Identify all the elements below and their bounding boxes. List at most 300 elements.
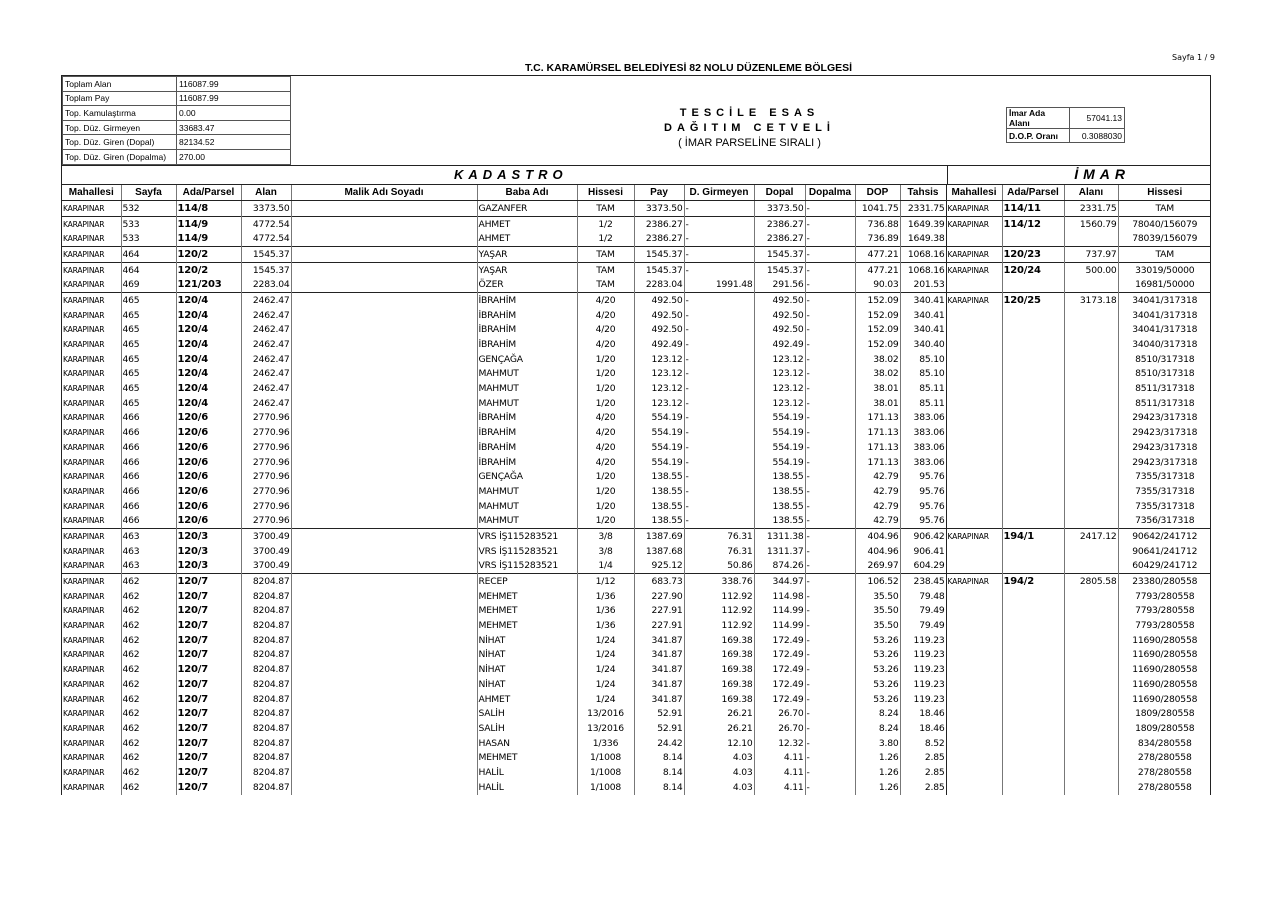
cell-mahallesi: KARAPINAR: [62, 337, 121, 352]
cell-dopalma: -: [805, 706, 855, 721]
cell-imar-ada-parsel: [1002, 308, 1064, 323]
cell-imar-mahallesi: [946, 396, 1002, 411]
cell-malik-adi-soyadi: [291, 499, 477, 514]
cell-imar-ada-parsel: [1002, 604, 1064, 619]
cell-imar-hissesi: 60429/241712: [1132, 560, 1198, 572]
cell-malik-adi-soyadi: [291, 440, 477, 455]
cell-mahallesi: KARAPINAR: [62, 411, 121, 426]
cell-tahsis: 2.85: [900, 750, 946, 765]
cell-mahallesi: KARAPINAR: [62, 293, 121, 308]
cell-dopalma: -: [805, 633, 855, 648]
cell-malik-adi-soyadi: [291, 513, 477, 528]
summary-label: Toplam Alan: [63, 77, 177, 92]
cell-dopal: 138.55: [754, 499, 805, 514]
cell-malik-adi-soyadi: [291, 396, 477, 411]
cell-d-girmeyen: -: [684, 440, 754, 455]
cell-baba-adi: YAŞAR: [477, 247, 577, 263]
table-row: [62, 750, 1211, 765]
cell-imar-ada-parsel: [1002, 484, 1064, 499]
cell-alan: 2770.96: [241, 440, 291, 455]
cell-tahsis: 604.29: [900, 559, 946, 574]
cell-d-girmeyen: 169.38: [684, 648, 754, 663]
cell-malik-adi-soyadi: [291, 692, 477, 707]
column-header-tahsis: Tahsis: [900, 185, 946, 201]
cell-imar-alani: [1064, 648, 1118, 663]
cell-pay: 123.12: [634, 396, 684, 411]
cell-d-girmeyen: -: [684, 323, 754, 338]
cell-malik-adi-soyadi: [291, 529, 477, 544]
cell-alan: 2462.47: [241, 293, 291, 308]
cell-dopalma: -: [805, 529, 855, 544]
cell-dopal: 114.98: [754, 589, 805, 604]
cell-tahsis: 2331.75: [900, 201, 946, 217]
column-header-malik-adi-soyadi: Malik Adı Soyadı: [291, 185, 477, 201]
cell-pay: 341.87: [634, 648, 684, 663]
cell-ada-parsel: 120/7: [176, 736, 241, 751]
cell-malik-adi-soyadi: [291, 574, 477, 589]
cell-tahsis: 383.06: [900, 411, 946, 426]
cell-pay: 227.91: [634, 618, 684, 633]
table-row: [62, 323, 1211, 338]
cell-dop: 42.79: [855, 484, 900, 499]
table-row: [62, 411, 1211, 426]
cell-alan: 3373.50: [241, 201, 291, 217]
cell-imar-ada-parsel: [1002, 425, 1064, 440]
cell-baba-adi: MAHMUT: [477, 396, 577, 411]
cell-malik-adi-soyadi: [291, 677, 477, 692]
cell-d-girmeyen: 1991.48: [684, 277, 754, 292]
cell-mahallesi: KARAPINAR: [62, 677, 121, 692]
summary-row: [63, 120, 291, 135]
cell-mahallesi: KARAPINAR: [62, 277, 121, 292]
cell-mahallesi: KARAPINAR: [62, 262, 121, 277]
cell-alan: 2770.96: [241, 455, 291, 470]
table-row: [62, 216, 1211, 231]
cell-alan: 3700.49: [241, 529, 291, 544]
cell-imar-alani: [1064, 633, 1118, 648]
cell-d-girmeyen: -: [684, 484, 754, 499]
cell-alan: 8204.87: [241, 589, 291, 604]
cell-imar-ada-parsel: [1002, 736, 1064, 751]
cell-dopalma: -: [805, 469, 855, 484]
cell-dopalma: -: [805, 262, 855, 277]
cell-d-girmeyen: -: [684, 513, 754, 528]
table-row: [62, 277, 1211, 292]
cell-sayfa: 462: [121, 618, 176, 633]
cell-sayfa: 462: [121, 780, 176, 795]
cell-imar-alani: [1064, 352, 1118, 367]
cell-imar-ada-parsel: [1002, 692, 1064, 707]
cell-baba-adi: SALİH: [477, 721, 577, 736]
cell-pay: 341.87: [634, 633, 684, 648]
cell-malik-adi-soyadi: [291, 381, 477, 396]
cell-imar-ada-parsel: [1002, 440, 1064, 455]
cell-baba-adi: İBRAHİM: [477, 411, 577, 426]
header-block: [62, 76, 1210, 165]
cell-imar-ada-parsel: [1002, 662, 1064, 677]
cell-malik-adi-soyadi: [291, 352, 477, 367]
cell-sayfa: 465: [121, 323, 176, 338]
cell-imar-hissesi: TAM: [1118, 247, 1211, 263]
cell-alan: 8204.87: [241, 677, 291, 692]
cell-mahallesi: KARAPINAR: [62, 455, 121, 470]
cell-baba-adi: GENÇAĞA: [477, 469, 577, 484]
cell-malik-adi-soyadi: [291, 706, 477, 721]
cell-mahallesi: KARAPINAR: [62, 308, 121, 323]
cell-imar-alani: [1064, 484, 1118, 499]
cell-imar-alani: [1064, 513, 1118, 528]
cell-malik-adi-soyadi: [291, 216, 477, 231]
cell-dopal: 2386.27: [754, 231, 805, 246]
cell-hissesi: 1/4: [577, 559, 634, 574]
cell-imar-alani: [1064, 544, 1118, 559]
cell-alan: 2770.96: [241, 469, 291, 484]
cell-sayfa: 465: [121, 396, 176, 411]
column-header-imar-ada-parsel: Ada/Parsel: [1002, 185, 1064, 201]
cell-imar-mahallesi: [946, 721, 1002, 736]
table-row: [62, 352, 1211, 367]
cell-imar-hissesi: 1809/280558: [1135, 708, 1195, 720]
cell-imar-alani: 2331.75: [1064, 201, 1118, 217]
cell-dop: 171.13: [855, 411, 900, 426]
cell-imar-mahallesi: [946, 277, 1002, 292]
cell-tahsis: 383.06: [900, 440, 946, 455]
cell-tahsis: 119.23: [900, 677, 946, 692]
cell-pay: 138.55: [634, 484, 684, 499]
cell-sayfa: 466: [121, 425, 176, 440]
cell-malik-adi-soyadi: [291, 780, 477, 795]
cell-mahallesi: KARAPINAR: [62, 589, 121, 604]
table-row: [62, 692, 1211, 707]
cell-imar-mahallesi: [946, 455, 1002, 470]
cell-imar-mahallesi: [946, 706, 1002, 721]
cell-imar-ada-parsel: [1002, 618, 1064, 633]
cell-dopal: 3373.50: [754, 201, 805, 217]
cell-pay: 683.73: [634, 574, 684, 589]
cell-d-girmeyen: -: [684, 455, 754, 470]
cell-sayfa: 466: [121, 499, 176, 514]
cell-baba-adi: AHMET: [477, 692, 577, 707]
cell-imar-ada-parsel: [1002, 765, 1064, 780]
cell-baba-adi: MEHMET: [477, 604, 577, 619]
cell-imar-alani: [1064, 396, 1118, 411]
cell-dop: 42.79: [855, 513, 900, 528]
table-row: [62, 425, 1211, 440]
cell-pay: 138.55: [634, 499, 684, 514]
cell-imar-mahallesi: [946, 440, 1002, 455]
table-row: [62, 469, 1211, 484]
summary-value: 82134.52: [177, 135, 291, 150]
cell-sayfa: 465: [121, 337, 176, 352]
cell-tahsis: 85.11: [900, 396, 946, 411]
summary-row: [63, 149, 291, 164]
cell-dopal: 138.55: [754, 469, 805, 484]
cell-dopalma: -: [805, 750, 855, 765]
cell-imar-ada-parsel: [1002, 589, 1064, 604]
cell-baba-adi: İBRAHİM: [477, 308, 577, 323]
cell-imar-hissesi: 7355/317318: [1135, 485, 1195, 497]
cell-baba-adi: HALİL: [477, 765, 577, 780]
cell-imar-ada-parsel: [1002, 231, 1064, 246]
cell-imar-ada-parsel: [1002, 780, 1064, 795]
cell-imar-mahallesi: [946, 662, 1002, 677]
cell-pay: 492.50: [634, 308, 684, 323]
cell-ada-parsel: 120/6: [176, 499, 241, 514]
cell-d-girmeyen: 112.92: [684, 618, 754, 633]
table-row: [62, 721, 1211, 736]
cell-imar-alani: [1064, 589, 1118, 604]
column-header-pay: Pay: [634, 185, 684, 201]
cell-hissesi: 13/2016: [577, 721, 634, 736]
cell-dop: 53.26: [855, 633, 900, 648]
cell-malik-adi-soyadi: [291, 750, 477, 765]
cell-ada-parsel: 120/7: [176, 677, 241, 692]
cell-imar-alani: [1064, 499, 1118, 514]
cell-sayfa: 466: [121, 484, 176, 499]
cell-d-girmeyen: -: [684, 396, 754, 411]
cell-imar-ada-parsel: [1002, 633, 1064, 648]
cell-sayfa: 463: [121, 544, 176, 559]
cell-malik-adi-soyadi: [291, 455, 477, 470]
column-header-imar-hissesi: Hissesi: [1118, 185, 1211, 201]
cell-dopal: 26.70: [754, 721, 805, 736]
cell-malik-adi-soyadi: [291, 262, 477, 277]
cell-dop: 269.97: [855, 559, 900, 574]
cell-hissesi: 1/20: [577, 469, 634, 484]
cell-baba-adi: AHMET: [477, 231, 577, 246]
cell-imar-hissesi: 278/280558: [1137, 752, 1192, 764]
cell-tahsis: 95.76: [900, 484, 946, 499]
cell-ada-parsel: 120/6: [176, 455, 241, 470]
cell-tahsis: 1068.16: [900, 247, 946, 263]
cell-imar-mahallesi: KARAPINAR: [946, 529, 1002, 544]
cell-hissesi: 1/2: [577, 216, 634, 231]
cell-imar-alani: [1064, 440, 1118, 455]
cell-imar-alani: [1064, 736, 1118, 751]
cell-baba-adi: NİHAT: [477, 648, 577, 663]
cell-pay: 123.12: [634, 352, 684, 367]
cell-tahsis: 1068.16: [900, 262, 946, 277]
cell-tahsis: 2.85: [900, 780, 946, 795]
column-header-hissesi: Hissesi: [577, 185, 634, 201]
cell-d-girmeyen: -: [684, 337, 754, 352]
cell-sayfa: 462: [121, 589, 176, 604]
cell-ada-parsel: 120/2: [176, 247, 241, 263]
cell-hissesi: TAM: [577, 277, 634, 292]
cell-dopal: 554.19: [754, 425, 805, 440]
imar-info-value: 0.3088030: [1070, 129, 1125, 143]
cell-d-girmeyen: 50.86: [684, 559, 754, 574]
cell-tahsis: 79.49: [900, 618, 946, 633]
cell-imar-mahallesi: [946, 780, 1002, 795]
cell-tahsis: 18.46: [900, 721, 946, 736]
cell-imar-alani: [1064, 765, 1118, 780]
cell-tahsis: 906.42: [900, 529, 946, 544]
cell-ada-parsel: 120/7: [176, 618, 241, 633]
cell-dopal: 123.12: [754, 352, 805, 367]
cell-mahallesi: KARAPINAR: [62, 544, 121, 559]
cell-malik-adi-soyadi: [291, 589, 477, 604]
cell-imar-mahallesi: [946, 411, 1002, 426]
cell-imar-mahallesi: [946, 337, 1002, 352]
cell-pay: 341.87: [634, 677, 684, 692]
cell-imar-hissesi: 7356/317318: [1135, 515, 1195, 527]
cell-tahsis: 238.45: [900, 574, 946, 589]
cell-hissesi: 4/20: [577, 308, 634, 323]
cell-dopal: 12.32: [754, 736, 805, 751]
cell-dop: 404.96: [855, 544, 900, 559]
cell-dop: 152.09: [855, 293, 900, 308]
cell-imar-ada-parsel: 120/23: [1002, 247, 1064, 263]
cell-hissesi: 3/8: [577, 544, 634, 559]
cell-alan: 2770.96: [241, 513, 291, 528]
cell-dopalma: -: [805, 765, 855, 780]
cell-hissesi: 1/1008: [577, 765, 634, 780]
cell-imar-hissesi: 11690/280558: [1132, 649, 1198, 661]
cell-dopalma: -: [805, 247, 855, 263]
cell-baba-adi: VRS İŞ115283521: [477, 544, 577, 559]
cell-mahallesi: KARAPINAR: [62, 216, 121, 231]
cell-malik-adi-soyadi: [291, 231, 477, 246]
cell-hissesi: 1/20: [577, 381, 634, 396]
cell-imar-ada-parsel: 114/12: [1002, 216, 1064, 231]
cell-ada-parsel: 120/7: [176, 692, 241, 707]
cell-imar-ada-parsel: [1002, 721, 1064, 736]
cell-imar-alani: 737.97: [1064, 247, 1118, 263]
cell-d-girmeyen: -: [684, 469, 754, 484]
cell-alan: 8204.87: [241, 736, 291, 751]
cell-d-girmeyen: -: [684, 352, 754, 367]
cell-dopalma: -: [805, 367, 855, 382]
cell-pay: 554.19: [634, 425, 684, 440]
cell-imar-ada-parsel: [1002, 352, 1064, 367]
cell-dopal: 492.50: [754, 323, 805, 338]
section-kadastro: KADASTRO: [62, 166, 948, 184]
imar-info-table: [1006, 107, 1125, 143]
table-row: [62, 381, 1211, 396]
cell-baba-adi: İBRAHİM: [477, 323, 577, 338]
cell-imar-alani: 2805.58: [1064, 574, 1118, 589]
cell-tahsis: 340.41: [900, 293, 946, 308]
cell-alan: 2283.04: [241, 277, 291, 292]
cell-malik-adi-soyadi: [291, 323, 477, 338]
cell-malik-adi-soyadi: [291, 247, 477, 263]
cell-alan: 8204.87: [241, 750, 291, 765]
table-row: [62, 604, 1211, 619]
cell-dopal: 1545.37: [754, 247, 805, 263]
summary-value: 270.00: [177, 149, 291, 164]
cell-tahsis: 119.23: [900, 692, 946, 707]
cell-imar-ada-parsel: [1002, 396, 1064, 411]
cell-dop: 8.24: [855, 706, 900, 721]
cell-imar-alani: [1064, 411, 1118, 426]
cell-imar-hissesi: 11690/280558: [1132, 693, 1198, 705]
cell-hissesi: 4/20: [577, 455, 634, 470]
cell-pay: 8.14: [634, 765, 684, 780]
cell-malik-adi-soyadi: [291, 337, 477, 352]
cell-baba-adi: ÖZER: [477, 277, 577, 292]
cell-mahallesi: KARAPINAR: [62, 648, 121, 663]
cell-imar-mahallesi: [946, 469, 1002, 484]
table-row: [62, 529, 1211, 544]
cell-dop: 35.50: [855, 604, 900, 619]
cell-alan: 4772.54: [241, 231, 291, 246]
cell-ada-parsel: 120/4: [176, 352, 241, 367]
cell-dop: 38.01: [855, 396, 900, 411]
cell-dopal: 492.49: [754, 337, 805, 352]
cell-dopalma: -: [805, 323, 855, 338]
cell-pay: 492.49: [634, 337, 684, 352]
cell-baba-adi: NİHAT: [477, 633, 577, 648]
cell-imar-hissesi: 8510/317318: [1135, 353, 1195, 365]
cell-sayfa: 466: [121, 469, 176, 484]
cell-imar-hissesi: 11690/280558: [1132, 678, 1198, 690]
cell-sayfa: 462: [121, 692, 176, 707]
cell-dopal: 26.70: [754, 706, 805, 721]
cell-alan: 1545.37: [241, 262, 291, 277]
cell-mahallesi: KARAPINAR: [62, 750, 121, 765]
cell-dopal: 138.55: [754, 513, 805, 528]
cell-hissesi: 1/20: [577, 499, 634, 514]
cell-dop: 1.26: [855, 765, 900, 780]
cell-dopalma: -: [805, 411, 855, 426]
cell-imar-mahallesi: [946, 352, 1002, 367]
cell-dopalma: -: [805, 677, 855, 692]
column-header-imar-mahallesi: Mahallesi: [946, 185, 1002, 201]
cell-mahallesi: KARAPINAR: [62, 499, 121, 514]
column-header-alan: Alan: [241, 185, 291, 201]
summary-label: Toplam Pay: [63, 91, 177, 106]
cell-sayfa: 462: [121, 633, 176, 648]
cell-alan: 2462.47: [241, 308, 291, 323]
cell-imar-hissesi: 29423/317318: [1132, 412, 1198, 424]
cell-dop: 90.03: [855, 277, 900, 292]
cell-pay: 341.87: [634, 692, 684, 707]
cell-hissesi: 4/20: [577, 293, 634, 308]
cell-alan: 8204.87: [241, 721, 291, 736]
cell-dopalma: -: [805, 692, 855, 707]
cell-alan: 8204.87: [241, 604, 291, 619]
cell-hissesi: 4/20: [577, 323, 634, 338]
cell-mahallesi: KARAPINAR: [62, 574, 121, 589]
summary-label: Top. Düz. Giren (Dopal): [63, 135, 177, 150]
table-row: [62, 662, 1211, 677]
cell-dop: 42.79: [855, 469, 900, 484]
cell-imar-hissesi: 7793/280558: [1135, 590, 1195, 602]
cell-dopal: 123.12: [754, 396, 805, 411]
cell-mahallesi: KARAPINAR: [62, 692, 121, 707]
cell-ada-parsel: 120/7: [176, 780, 241, 795]
cell-dopal: 4.11: [754, 765, 805, 780]
cell-sayfa: 462: [121, 604, 176, 619]
cell-imar-hissesi: 834/280558: [1137, 737, 1192, 749]
cell-mahallesi: KARAPINAR: [62, 323, 121, 338]
cell-baba-adi: HALİL: [477, 780, 577, 795]
cell-imar-ada-parsel: [1002, 367, 1064, 382]
cell-dop: 171.13: [855, 455, 900, 470]
cell-sayfa: 466: [121, 411, 176, 426]
table-row: [62, 633, 1211, 648]
cell-dop: 38.01: [855, 381, 900, 396]
cell-dop: 171.13: [855, 440, 900, 455]
cell-sayfa: 466: [121, 440, 176, 455]
table-row: [62, 337, 1211, 352]
cell-d-girmeyen: 4.03: [684, 780, 754, 795]
cell-imar-hissesi: TAM: [1155, 202, 1174, 214]
cell-d-girmeyen: -: [684, 308, 754, 323]
cell-dopal: 554.19: [754, 440, 805, 455]
cell-imar-alani: [1064, 750, 1118, 765]
